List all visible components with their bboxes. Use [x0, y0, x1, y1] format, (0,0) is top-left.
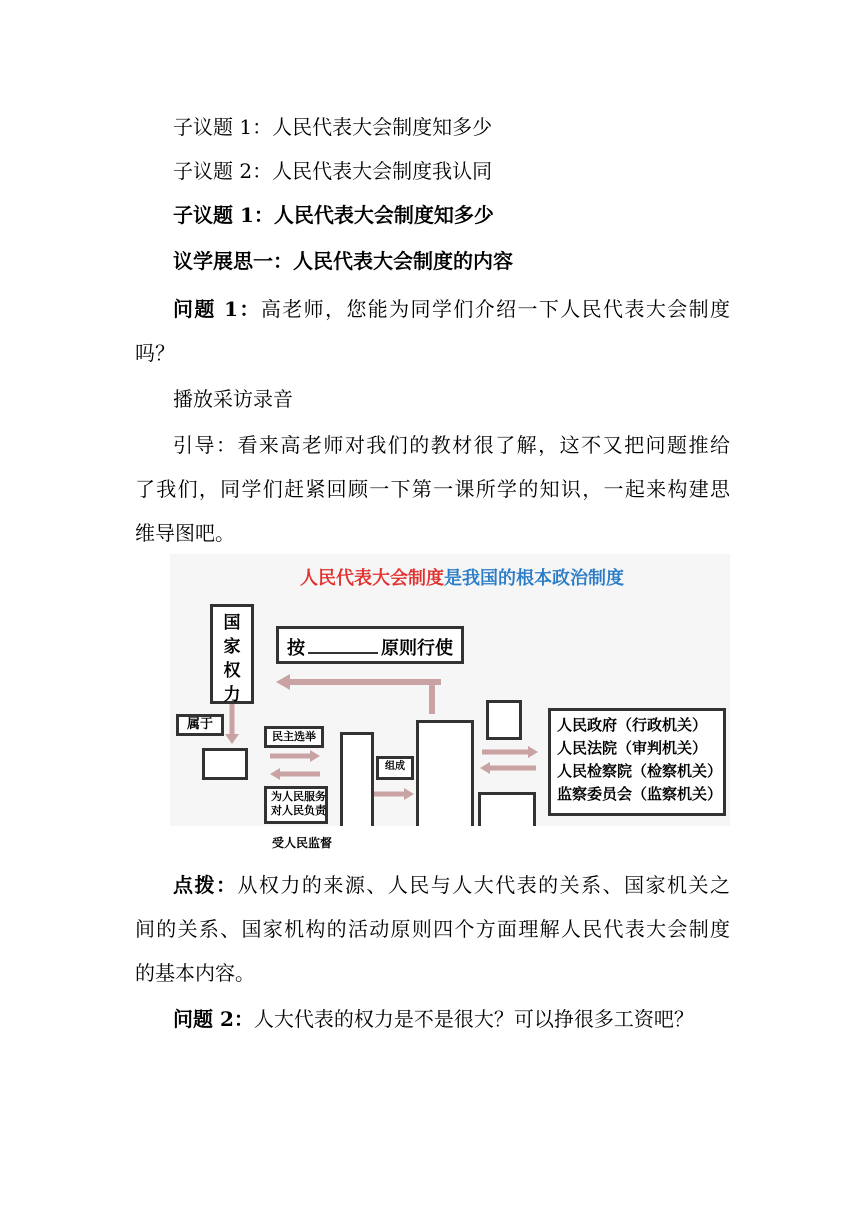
section-heading-discussion-1: 议学展思一：人民代表大会制度的内容 [173, 249, 513, 273]
compose-arrow-head [404, 788, 414, 800]
sub-topic-1: 子议题 1：人民代表大会制度知多少 [173, 115, 493, 139]
other-organ-box [478, 792, 536, 826]
responsible-people-label: 对人民负责 [271, 804, 326, 817]
tip-line-2: 间的关系、国家机构的活动原则四个方面理解人民代表大会制度 [135, 917, 730, 941]
tip-text: 从权力的来源、人民与人大代表的关系、国家机关之 [237, 873, 731, 897]
npc-box [416, 720, 474, 826]
principle-right-label: 原则行使 [381, 638, 453, 659]
organs-arrow-top-head [528, 746, 538, 758]
democratic-election-box: 民主选举 [264, 726, 324, 748]
organ-government: 人民政府（行政机关） [557, 716, 708, 734]
serve-arrow-head [270, 768, 280, 780]
question-1-text: 高老师，您能为同学们介绍一下人民代表大会制度 [260, 297, 730, 321]
people-blank-box [202, 748, 248, 780]
question-2 [173, 1006, 694, 1032]
compose-box: 组成 [376, 756, 414, 780]
figure-title-red: 人民代表大会制度 [300, 568, 444, 589]
belongs-box: 属于 [176, 714, 224, 736]
figure-caption: 受人民监督 [272, 836, 333, 850]
question-1-line-2: 吗？ [135, 341, 175, 365]
guide-line-2: 了我们，同学们赶紧回顾一下第一课所学的知识，一起来构建思 [135, 477, 730, 501]
figure-title-blue: 是我国的根本政治制度 [444, 568, 624, 589]
organ-court: 人民法院（审判机关） [557, 739, 708, 757]
question-2-label: 问题 2： [173, 1007, 254, 1031]
serve-people-box [264, 786, 328, 824]
standing-committee-box [486, 700, 522, 740]
principle-left-label: 按 [287, 638, 305, 659]
guide-line-3: 维导图吧。 [135, 521, 235, 545]
question-2-text: 人大代表的权力是不是很大？可以挣很多工资吧？ [253, 1007, 694, 1031]
organ-supervisory-commission: 监察委员会（监察机关） [557, 785, 723, 803]
question-1-label: 问题 1： [173, 297, 261, 321]
tip-line-3: 的基本内容。 [135, 961, 255, 985]
organs-arrow-bottom-head [480, 762, 490, 774]
section-heading-sub-topic-1: 子议题 1：人民代表大会制度知多少 [173, 203, 494, 227]
play-recording: 播放采访录音 [173, 387, 293, 411]
tip-line-1 [173, 872, 730, 898]
election-arrow-head [310, 750, 320, 762]
return-arrow-head [276, 674, 290, 690]
sub-topic-2: 子议题 2：人民代表大会制度我认同 [173, 159, 493, 183]
principle-connector [432, 679, 438, 714]
guide-line-1: 引导：看来高老师对我们的教材很了解，这不又把问题推给 [173, 433, 730, 457]
organ-procuratorate: 人民检察院（检察机关） [557, 762, 723, 780]
mind-map-figure [170, 554, 730, 826]
state-organs-box [548, 708, 726, 816]
npc-deputies-box [340, 732, 374, 826]
belongs-arrow-head [225, 734, 239, 744]
tip-label: 点拨： [173, 873, 238, 897]
serve-people-label: 为人民服务 [271, 790, 326, 803]
state-power-label: 国家权力 [223, 613, 241, 705]
question-1-line-1 [173, 296, 730, 322]
